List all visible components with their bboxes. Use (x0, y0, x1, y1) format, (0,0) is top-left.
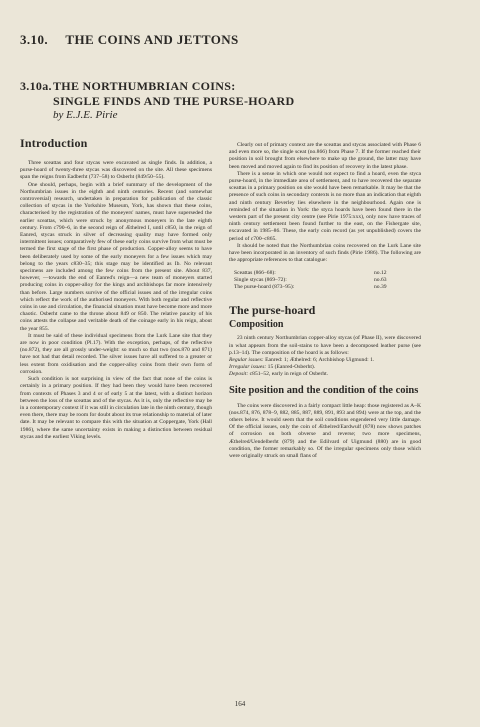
catalogue-number: no.39 (374, 284, 387, 291)
composition-paragraph: 23 ninth century Northumbrian copper-alloy stycas (of Phase II), were discovered in what appears from the soil-stains to have been a decomposed leather purse (see p.13–14). The composition of the hoard is as follows: (229, 335, 421, 356)
right-paragraph-3: It should be noted that the Northumbrian coins recovered on the Lurk Lane site have been incorporated in an inventory of such finds (Pirie 1986). The following are the appropriate references to that catalogue: (229, 242, 421, 264)
right-paragraph-1: Clearly out of primary context are the sceattas and stycas associated with Phase 6 and even more so, the single sceat (no.866) from Phase 7. If the former reached their position in soil brought from elsewhere to make up the ground, the latter may have been moved and moved again to find its position of recovery in the latest phase. (229, 142, 421, 170)
irregular-issues-label: Irregular issues: (229, 364, 267, 371)
left-column (20, 136, 212, 441)
section-title: THE COINS AND JETTONS (65, 32, 239, 47)
regular-issues-text: Eanred: 1; Æthelred: 6; Archbishop Uigmund: 1. (265, 357, 375, 364)
catalogue-label: The purse-hoard (873–95): (234, 284, 295, 291)
section-number: 3.10. (20, 32, 48, 47)
catalogue-label: Single stycas (869–72): (234, 277, 287, 284)
deposit-label: Deposit: (229, 371, 249, 378)
purse-hoard-heading: The purse-hoard (229, 303, 316, 318)
subsection-title-line2: SINGLE FINDS AND THE PURSE-HOARD (53, 94, 295, 108)
subsection-number: 3.10a. (20, 79, 52, 93)
catalogue-table (234, 270, 404, 291)
section-heading (20, 32, 239, 48)
subsection-heading (20, 79, 440, 109)
subsection-title-line1: THE NORTHUMBRIAN COINS: (53, 79, 236, 93)
intro-paragraph-3: It must be said of these individual specimens from the Lurk Lane site that they are now in poor condition (Pl.17). With the exception, perhaps, of the reflective (no.872), they are all grossly under-weight: so much so that two (nos.870 and 871) have not had that detail recorded. The silver issues have all suffered to a greater or less extent from oxidisation and the copper-alloy coins from their own form of corrosion. (20, 332, 212, 375)
regular-issues-label: Regular issues: (229, 357, 264, 364)
deposit-text: c851–52, early in reign of Osberht. (249, 371, 329, 378)
deposit-line (229, 371, 421, 378)
author-byline: by E.J.E. Pirie (53, 109, 118, 121)
intro-paragraph-2: One should, perhaps, begin with a brief summary of the development of the Northumbrian issues in the eighth and ninth centuries. Recent (and somewhat controversial) research, undertaken in preparation for publication of the classic collection of stycas in the Yorkshire Museum, York, has shown that these coins, characterised by the registration of the moneyers' names, must have superseded the earlier sceattas, which were struck by anonymous moneyers in the late eighth century. From c790–6, in the second reign of Æthelred I, until c850, in the reign of Eanred, stycas struck in silver of decreasing quality may have formed only intermittent issues; comparatively few of these early coins survive from what must be termed the first stage of the first phase of production. Copper-alloy seems to have been deliberately used by some of the early moneyers for a few issues which may belong to the years c830–35; this stage may be identified as Ib. No relevant specimens are included among the few coins from the present site. About 837, however, —towards the end of Eanred's reign—a new team of moneyers started producing coins in copper-alloy for the kings and archbishops far more intensively than before. Large numbers survive of the official issues and of the irregular coins which reflect the work of the authorised moneyers. With both regular and reflective coins in use and circulation, the financial situation must have become more and more chaotic. Osberht came to the throne about 849 or 850. The relative paucity of his coins attests the collapse and veritable death of the coinage early in his reign, about the year 855. (20, 181, 212, 332)
catalogue-number: no.63 (374, 277, 387, 284)
intro-paragraph-4: Such condition is not surprising in view of the fact that none of the coins is certainly in a primary position. If they had been they would have been recovered from contexts of Phases 3 and 4 or of early 5 at the latest, with a distinct horizon between the loss of the sceattas and of the stycas. As it is, only the reflective may be in a contemporary context if it was still in circulation late in the ninth century, though even there, there may be room for doubt about its true relationship to material of later date. It may be relevant to compare this with the situation at Coppergate, York (Hall 1986), where the same uncertainty exists in making a distinction between residual stycas and the earliest Viking levels. (20, 376, 212, 440)
introduction-heading: Introduction (20, 136, 88, 150)
right-column (229, 142, 421, 460)
irregular-issues-text: 15 (Eanred-Osberht). (267, 364, 316, 371)
page-number: 164 (234, 700, 246, 708)
site-position-paragraph: The coins were discovered in a fairly compact little heap: those registered as A–K (nos.874, 876, 878–9, 882, 885, 887, 889, 891, 893 and 894) were at the top, and the others below. It would seem that the soil conditions engendered very little damage. Of the official issues, only the coin of Æthelred/Eardwulf (878) now shows patches of corrosion on both obverse and reverse; two more specimens, Æthelred/Uendelberht (879) and the Edilvard of Uigmund (880) are in good condition, the former remarkably so. Of the irregular specimens only those which were originally struck on small flans of (229, 402, 421, 460)
composition-heading: Composition (229, 319, 284, 331)
site-position-heading: Site position and the condition of the coins (229, 384, 419, 396)
right-paragraph-2: There is a sense in which one would not expect to find a hoard, even the styca purse-hoard, in the immediate area of settlement, and to have recovered the separate sceattas in a primary position on site would have been remarkable. It may be that the presence of such coins in secondary contexts is no more than an indication that eighth and ninth century Beverley lies elsewhere in the neighbourhood. Again one is reminded of the situation in York: the styca hoards have been found there in the western part of the present city centre (see Pirie 1975:xxx), only now have traces of ninth century settlement been found further to the east, on the Fishergate site, excavated in 1985–86. These, the early coin record (as yet unpublished) covers the period of c700–c865. (229, 170, 421, 242)
intro-paragraph-1: Three sceattas and four stycas were excavated as single finds. In addition, a purse-hoard of twenty-three stycas was discovered on the site. All these specimens span the reigns from Eadberht (737–58) to Osberht (849/50–55). (20, 160, 212, 181)
catalogue-number: no.12 (374, 270, 387, 277)
catalogue-label: Sceattas (866–68): (234, 270, 276, 277)
table-row (234, 284, 404, 291)
